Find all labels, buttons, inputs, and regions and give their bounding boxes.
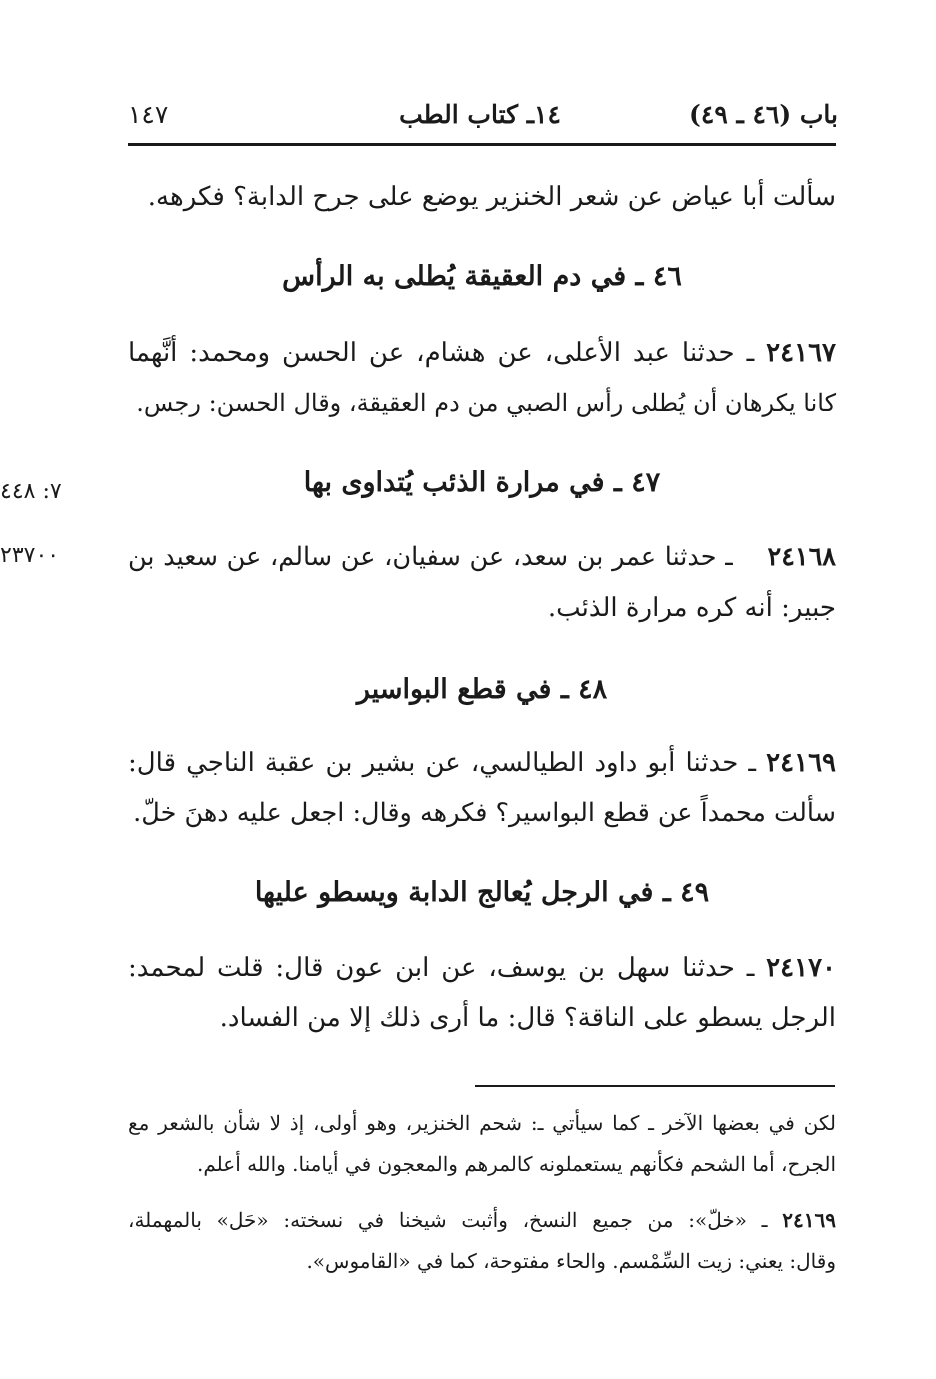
section-47-heading: ٤٧ ـ في مرارة الذئب يُتداوى بها — [303, 467, 661, 498]
section-48-line-2: سألت محمداً عن قطع البواسير؟ فكرهه وقال: اجعل عليه دهنَ خلّ. — [133, 798, 836, 828]
header-rule — [128, 143, 836, 146]
section-47-line-2: جبير: أنه كره مرارة الذئب. — [547, 593, 836, 623]
section-46-line-1 — [128, 333, 836, 373]
hadith-text: ـ حدثنا أبو داود الطيالسي، عن بشير بن عقبة الناجي قال: — [128, 748, 757, 778]
section-47-line-1 — [128, 537, 836, 577]
hadith-text: ـ حدثنا سهل بن يوسف، عن ابن عون قال: قلت لمحمد: — [128, 953, 755, 983]
hadith-number: ٢٤١٦٨ — [767, 542, 836, 572]
footnote-2-line-1 — [128, 1204, 836, 1236]
hadith-text: ـ حدثنا عبد الأعلى، عن هشام، عن الحسن ومحمد: أنَّهما — [128, 338, 755, 368]
footnote-rule — [475, 1085, 835, 1087]
hadith-number: ٢٤١٦٧ — [766, 338, 836, 368]
margin-number: ٢٣٧٠٠ — [0, 543, 60, 568]
section-49-heading: ٤٩ ـ في الرجل يُعالج الدابة ويسطو عليها — [254, 877, 710, 908]
section-46-line-2: كانا يكرهان أن يُطلى رأس الصبي من دم العقيقة، وقال الحسن: رجس. — [136, 389, 836, 417]
section-46-heading: ٤٦ ـ في دم العقيقة يُطلى به الرأس — [282, 261, 682, 292]
section-48-line-1 — [128, 743, 836, 783]
section-48-heading: ٤٨ ـ في قطع البواسير — [356, 674, 608, 705]
hadith-number: ٢٤١٧٠ — [766, 953, 836, 983]
footnote-1-line-2: الجرح، أما الشحم فكأنهم يستعملونه كالمرهم والمعجون في أيامنا. والله أعلم. — [197, 1152, 836, 1176]
footnote-number: ٢٤١٦٩ — [782, 1208, 836, 1232]
footnote-2-line-2: وقال: يعني: زيت السِّمْسم. والحاء مفتوحة، كما في «القاموس». — [306, 1249, 836, 1273]
book-title: ١٤ـ كتاب الطب — [399, 100, 561, 129]
hadith-text: ـ حدثنا عمر بن سعد، عن سفيان، عن سالم، عن سعيد بن — [128, 542, 733, 572]
footnote-text: ـ «خلّ»: من جميع النسخ، وأثبت شيخنا في نسخته: «حَل» بالمهملة، — [128, 1208, 768, 1232]
margin-reference: ٧: ٤٤٨ — [0, 479, 62, 504]
chapter-range: باب (٤٦ ـ ٤٩) — [689, 100, 838, 129]
intro-line: سألت أبا عياض عن شعر الخنزير يوضع على جرح الدابة؟ فكرهه. — [147, 182, 836, 212]
section-49-line-2: الرجل يسطو على الناقة؟ قال: ما أرى ذلك إلا من الفساد. — [219, 1003, 836, 1033]
section-49-line-1 — [128, 948, 836, 988]
footnote-1-line-1: لكن في بعضها الآخر ـ كما سيأتي ـ: شحم الخنزير، وهو أولى، إذ لا شأن بالشعر مع — [128, 1111, 836, 1135]
hadith-number: ٢٤١٦٩ — [766, 748, 836, 778]
page-number: ١٤٧ — [128, 100, 169, 129]
